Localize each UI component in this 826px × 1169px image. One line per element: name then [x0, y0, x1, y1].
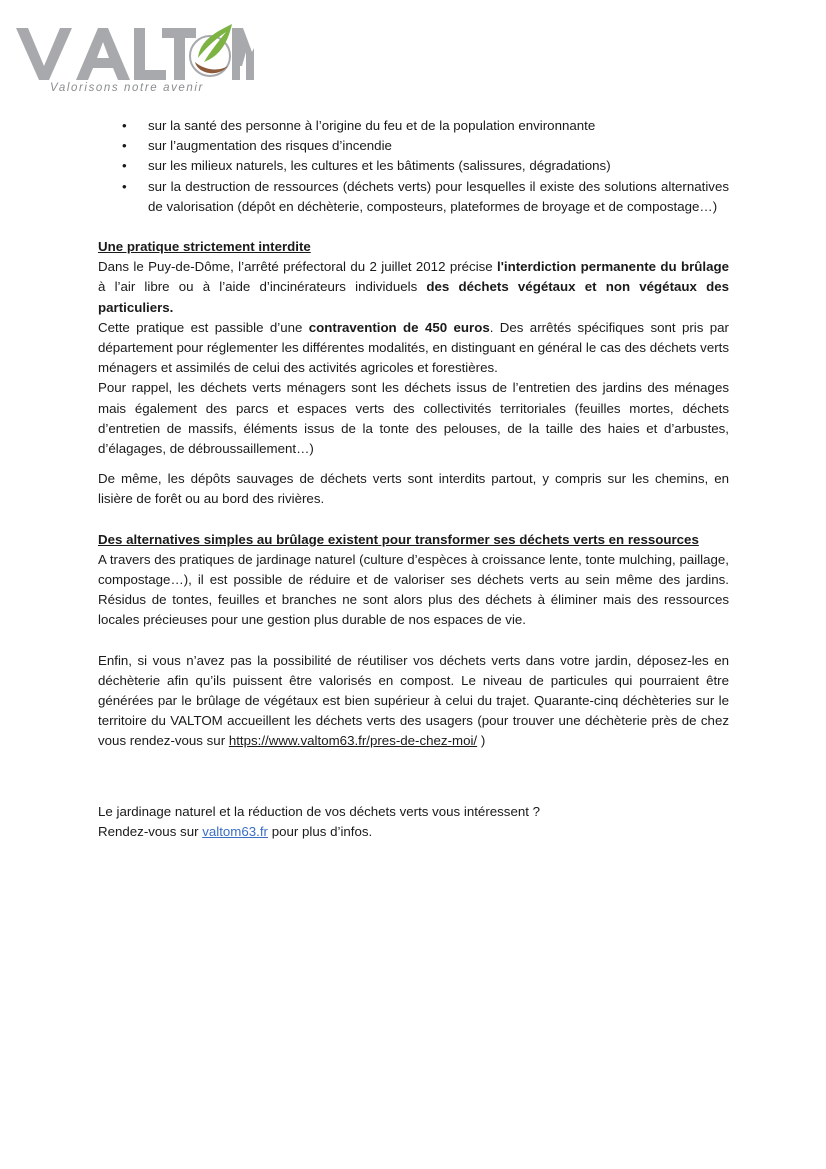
impact-list [98, 116, 729, 217]
paragraph-fine: Cette pratique est passible d’une contravention de 450 euros. Des arrêtés spécifiques sont pris par département pour réglementer les différentes modalités, en distinguant en général le cas des déchets verts ménagers et assimilés de celui des activités agricoles et forestières. [98, 319, 729, 376]
bullet-icon: • [122, 118, 127, 133]
logo-tagline: Valorisons notre avenir [50, 82, 204, 94]
document-body [98, 116, 729, 842]
logo-graphic [14, 22, 254, 84]
list-item: • sur l’augmentation des risques d’incendie [98, 136, 729, 156]
valtom-website-link[interactable]: valtom63.fr [202, 823, 268, 839]
paragraph-recycling-centre: Enfin, si vous n’avez pas la possibilité de réutiliser vos déchets verts dans votre jardin, déposez-les en déchèterie afin qu’ils puissent être valorisés en compost. Le niveau de particules qui pourraient être générées par le brûlage de végétaux est bien supérieur à celui du trajet. Quarante-cinq déchèteries sur le territoire du VALTOM accueillent les déchets verts des usagers (pour trouver une déchèterie près de chez vous rendez-vous sur https://www.valtom63.fr/pres-de-chez-moi/ ) [98, 652, 729, 749]
section-heading-ban: Une pratique strictement interdite [98, 239, 311, 255]
recycling-centre-link[interactable]: https://www.valtom63.fr/pres-de-chez-moi/ [228, 733, 478, 749]
closing-question: Le jardinage naturel et la réduction de vos déchets verts vous intéressent ? [98, 803, 541, 819]
paragraph-ban-decree: Dans le Puy-de-Dôme, l’arrêté préfectoral du 2 juillet 2012 précise l'interdiction permanente du brûlage à l’air libre ou à l’aide d’incinérateurs individuels des déchets végétaux et non végétaux des particuliers. [98, 259, 729, 315]
paragraph-definition: Pour rappel, les déchets verts ménagers sont les déchets issus de l’entretien des jardins des ménages mais également des parcs et espaces verts des collectivités territoriales (feuilles mortes, déchets d’entretien de massifs, éléments issus de la tonte des pelouses, de la taille des haies et d’arbustes, d’élagages, de débroussaillement…) [98, 380, 729, 457]
list-item: • sur les milieux naturels, les cultures et les bâtiments (salissures, dégradations) [98, 156, 729, 176]
list-item: • sur la santé des personne à l’origine du feu et de la population environnante [98, 116, 729, 136]
bullet-icon: • [122, 158, 127, 174]
section-heading-alternatives: Des alternatives simples au brûlage existent pour transformer ses déchets verts en ressources [98, 531, 699, 547]
bullet-icon: • [122, 178, 127, 194]
list-item: • sur la destruction de ressources (déchets verts) pour lesquelles il existe des solutions alternatives de valorisation (dépôt en déchèterie, composteurs, plateformes de broyage et de compostage…) [122, 178, 729, 214]
valtom-logo [14, 22, 254, 100]
logo-wordmark [14, 22, 254, 84]
closing-cta: Rendez-vous sur valtom63.fr pour plus d’infos. [98, 823, 373, 839]
bullet-icon: • [122, 138, 127, 154]
paragraph-natural-gardening: A travers des pratiques de jardinage naturel (culture d’espèces à croissance lente, tonte mulching, paillage, compostage…), il est possible de réduire et de valoriser ses déchets verts au sein même des jardins. Résidus de tontes, feuilles et branches ne sont alors plus des déchets à éliminer mais des ressources locales précieuses pour une gestion plus durable de nos espaces de vie. [98, 551, 729, 628]
paragraph-wild-dumping: De même, les dépôts sauvages de déchets verts sont interdits partout, y compris sur les chemins, en lisière de forêt ou au bord des rivières. [98, 471, 729, 507]
